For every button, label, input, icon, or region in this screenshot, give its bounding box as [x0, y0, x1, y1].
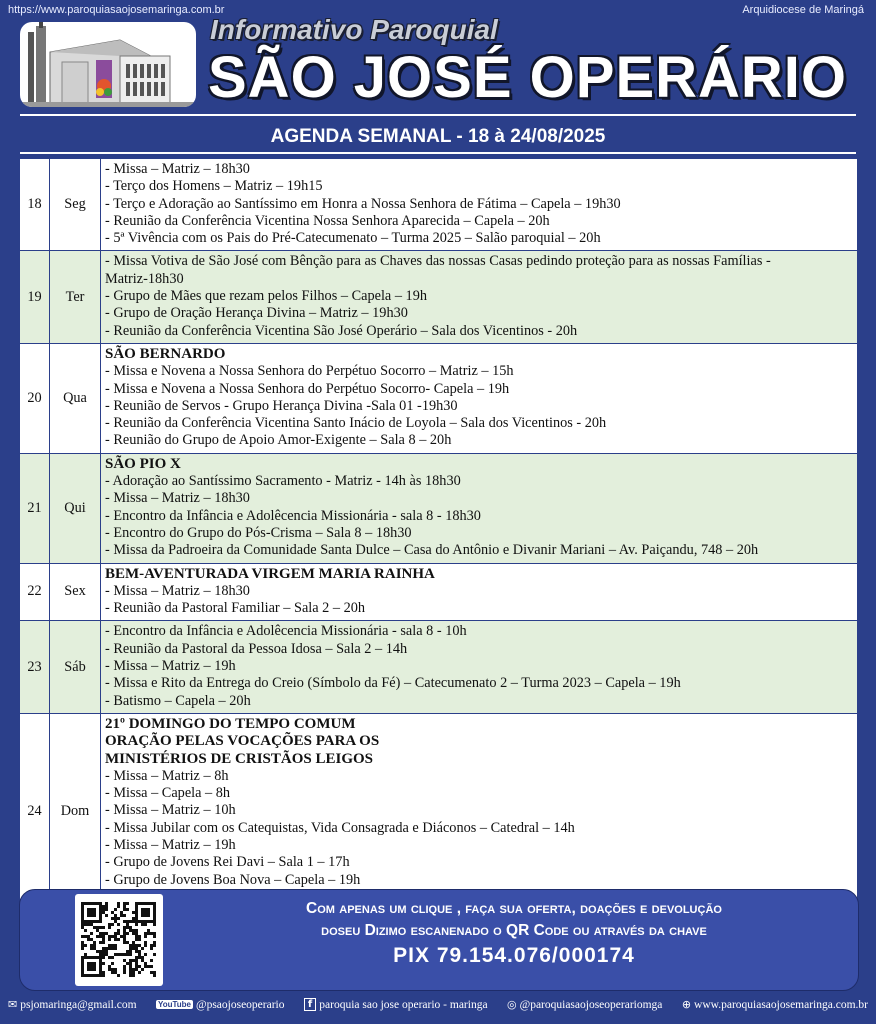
feast-heading: ORAÇÃO PELAS VOCAÇÕES PARA OS [105, 733, 380, 750]
event-item: - Reunião da Conferência Vicentina Santo Inácio de Loyola – Sala dos Vicentinos - 20h [105, 415, 607, 432]
feast-heading: 21º DOMINGO DO TEMPO COMUM [105, 715, 356, 732]
day-number: 23 [20, 621, 50, 713]
footer [8, 998, 868, 1011]
events-cell [101, 621, 858, 713]
agenda-row [20, 453, 858, 563]
church-logo-image [20, 22, 196, 107]
instagram-text: @paroquiasaojoseoperariomga [519, 998, 663, 1011]
agenda-title: AGENDA SEMANAL - 18 à 24/08/2025 [270, 126, 606, 147]
pix-key: PIX 79.154.076/000174 [393, 944, 635, 967]
day-number: 24 [20, 713, 50, 909]
day-number: 22 [20, 563, 50, 621]
qr-code[interactable] [75, 894, 163, 986]
event-item: - Missa – Matriz – 18h30 [105, 161, 250, 177]
weekday: Qua [50, 343, 101, 453]
day-number: 18 [20, 159, 50, 251]
weekday: Dom [50, 713, 101, 909]
event-item: - Missa e Rito da Entrega do Creio (Símbolo da Fé) – Catecumenato 2 – Turma 2023 – Capela – 19h [105, 675, 681, 692]
event-item: - Missa – Matriz – 18h30 [105, 490, 250, 507]
event-item: - Batismo – Capela – 20h [105, 692, 251, 709]
event-item: - Reunião da Conferência Vicentina Nossa Senhora Aparecida – Capela – 20h [105, 212, 550, 229]
footer-website[interactable] [682, 998, 868, 1011]
events-cell [101, 343, 858, 453]
event-item: - Encontro da Infância e Adolêcencia Missionária - sala 8 - 10h [105, 623, 467, 640]
youtube-icon: YouTube [157, 1000, 191, 1009]
event-item: - Reunião da Pastoral Familiar – Sala 2 – 20h [105, 600, 366, 617]
event-item: - Encontro da Infância e Adolêcencia Missionária - sala 8 - 18h30 [105, 507, 481, 524]
feast-heading: SÃO PIO X [105, 455, 181, 472]
youtube-text: @psaojoseoperario [195, 998, 285, 1011]
event-item: - Missa – Capela – 8h [105, 785, 231, 802]
site-url[interactable]: https://www.paroquiasaojosemaringa.com.br [8, 4, 225, 16]
event-item: - Missa – Matriz – 19h [105, 658, 236, 675]
agenda-row [20, 251, 858, 343]
event-item: - Missa – Matriz – 19h [105, 836, 236, 853]
offer-line-1: Com apenas um clique , faça sua oferta, doações e devolução [306, 900, 722, 917]
event-item: - Grupo de Oração Herança Divina – Matriz – 19h30 [105, 305, 408, 322]
divider-top [20, 114, 856, 116]
event-item: - Terço dos Homens – Matriz – 19h15 [105, 178, 323, 195]
day-number: 19 [20, 251, 50, 343]
offer-text [190, 898, 838, 970]
footer-facebook[interactable] [304, 998, 488, 1011]
day-number: 20 [20, 343, 50, 453]
weekday: Qui [50, 453, 101, 563]
agenda-row [20, 713, 858, 909]
event-item: - Missa – Matriz – 18h30 [105, 582, 250, 599]
weekday: Sáb [50, 621, 101, 713]
footer-instagram[interactable] [507, 998, 662, 1011]
events-cell [101, 713, 858, 909]
globe-icon: ⊕ [681, 998, 692, 1011]
agenda-row [20, 563, 858, 621]
offer-line-2: doseu Dizimo escanenado o QR Code ou através da chave [321, 922, 707, 939]
event-item: - Reunião de Servos - Grupo Herança Divina -Sala 01 -19h30 [105, 397, 458, 414]
weekday: Sex [50, 563, 101, 621]
weekday: Seg [50, 159, 101, 251]
instagram-icon: ◎ [507, 998, 517, 1011]
event-item: - Terço e Adoração ao Santíssimo em Honra a Nossa Senhora de Fátima – Capela – 19h30 [105, 195, 621, 212]
agenda-row [20, 343, 858, 453]
feast-heading: SÃO BERNARDO [105, 345, 226, 362]
event-item: Matriz-18h30 [105, 270, 184, 287]
event-item: - Missa da Padroeira da Comunidade Santa Dulce – Casa do Antônio e Divanir Mariani – Av. Paiçandu, 748 – 20h [105, 542, 759, 559]
facebook-text: paroquia sao jose operario - maringa [319, 998, 488, 1011]
event-item: - Reunião da Conferência Vicentina São José Operário – Sala dos Vicentinos - 20h [105, 322, 578, 339]
offer-panel [19, 889, 859, 991]
archdiocese-label: Arquidiocese de Maringá [742, 4, 864, 16]
mail-icon: ✉ [8, 998, 18, 1011]
event-item: - Missa – Matriz – 10h [105, 802, 236, 819]
website-text: www.paroquiasaojosemaringa.com.br [694, 998, 868, 1011]
events-cell [101, 251, 858, 343]
weekday: Ter [50, 251, 101, 343]
event-item: - Missa e Novena a Nossa Senhora do Perpétuo Socorro- Capela – 19h [105, 380, 510, 397]
event-item: - Grupo de Jovens Rei Davi – Sala 1 – 17h [105, 854, 350, 871]
events-cell [101, 563, 858, 621]
event-item: - Encontro do Grupo do Pós-Crisma – Sala 8 – 18h30 [105, 524, 412, 541]
event-item: - Reunião da Pastoral da Pessoa Idosa – Sala 2 – 14h [105, 640, 408, 657]
event-item: - Missa e Novena a Nossa Senhora do Perpétuo Socorro – Matriz – 15h [105, 363, 514, 380]
events-cell [101, 159, 858, 251]
feast-heading: MINISTÉRIOS DE CRISTÃOS LEIGOS [105, 750, 374, 767]
event-item: - Missa Jubilar com os Catequistas, Vida Consagrada e Diáconos – Catedral – 14h [105, 819, 575, 836]
footer-youtube[interactable] [156, 999, 285, 1011]
feast-heading: BEM-AVENTURADA VIRGEM MARIA RAINHA [105, 565, 435, 582]
agenda-row [20, 159, 858, 251]
parish-title: SÃO JOSÉ OPERÁRIO [208, 45, 848, 110]
divider-bottom [20, 152, 856, 154]
newsletter-subtitle: Informativo Paroquial [210, 14, 498, 45]
event-item: - 5ª Vivência com os Pais do Pré-Catecumenato – Turma 2025 – Salão paroquial – 20h [105, 230, 601, 247]
agenda-table [19, 158, 858, 910]
event-item: - Missa Votiva de São José com Bênção para as Chaves das nossas Casas pedindo proteção para as nossas Famílias - [105, 253, 771, 270]
footer-email[interactable] [8, 998, 137, 1011]
day-number: 21 [20, 453, 50, 563]
facebook-icon: f [304, 998, 316, 1011]
agenda-row [20, 621, 858, 713]
event-item: - Adoração ao Santíssimo Sacramento - Matriz - 14h às 18h30 [105, 473, 461, 490]
event-item: - Grupo de Jovens Boa Nova – Capela – 19h [105, 871, 361, 888]
event-item: - Grupo de Mães que rezam pelos Filhos – Capela – 19h [105, 288, 428, 305]
events-cell [101, 453, 858, 563]
event-item: - Missa – Matriz – 8h [105, 767, 229, 784]
email-text: psjomaringa@gmail.com [20, 998, 137, 1011]
event-item: - Reunião do Grupo de Apoio Amor-Exigente – Sala 8 – 20h [105, 432, 452, 449]
